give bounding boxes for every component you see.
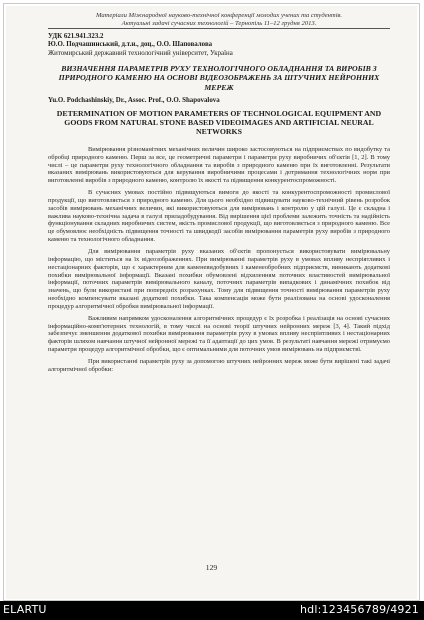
handle-identifier: hdl:123456789/4921 xyxy=(299,603,419,616)
header-rule xyxy=(48,28,390,29)
footer-bar xyxy=(0,601,424,620)
title-english: DETERMINATION OF MOTION PARAMETERS OF TECHNOLOGICAL EQUIPMENT AND GOODS FROM NATURAL STONE BASED VIDEOIMAGES AND ARTIFICIAL NEURAL NETWORKS xyxy=(56,108,382,137)
paragraph: Вимірювання різноманітних механічних величин широко застосовуються на підприємствах по видобутку та обробці природного каменю. Перш за все, це геометричні параметри і параметри руху виробничих об'єктів [1, 2]. В тому числі – це параметри руху технологічного обладнання та виробів з природного каменю при їх виготовленні. Результати вказаних вимірювань використовуються для керування виробничими процесами і дотримання технологічних норм при виготовленні виробів з природного каменю, контролю їх якості та підвищення конкурентоспроможності. xyxy=(48,145,390,185)
paragraph: Для вимірювання параметрів руху вказаних об'єктів пропонується використовувати вимірювальну інформацію, що міститься на їх відеозображеннях. При вимірюванні параметрів руху в умовах впливу неспріятливих і нестаціонарних факторів, що є характерним для каменевидобувних і каменеобробних підприємств, виникають додаткові похибки вимірювальної інформації. Вказані похибки обумовлені відхиленням поточних властивостей вимірювальної інформації, поточних параметрів вимірювального каналу, поточних параметрів випадкових і динамічних похибок від значень, що були використані при попередніх розрахунках. Тому для підвищення точності вимірювання параметрів руху необхідно компенсувати вказані додаткові похибки. Така компенсація може бути реалізована на основі удосконалення процедур алгоритмічної обробки вимірювальної інформації. xyxy=(48,247,390,310)
paragraph: В сучасних умовах постійно підвищуються вимоги до якості та конкурентоспроможності промислової продукції, що виготовляється з природного каменю. Для цього необхідно підвищувати науково-технічний рівень розробок засобів вимірювань механічних величин, які використовуються для вимірювань і контролю у цій галузі. Це є складна і важлива науково-технічна задача в галузі приладобудування. Від вирішення цієї проблеми залежить точність та надійність функціонування складних виробничих систем, якість промислової продукції, що виготовляється з природного каменю. Все це обумовлює необхідність підвищення точності та швидкодії засобів вимірювання параметрів руху виробів з природного каменю та технологічного обладнання. xyxy=(48,189,390,244)
document-page xyxy=(6,6,417,599)
affiliation: Житомирський державний технологічний університет, Україна xyxy=(48,49,233,57)
page-content xyxy=(48,12,390,378)
paragraph: При використанні параметрів руху за допомогою штучних нейронних мереж може бути вирішені такі задачі алгоритмічної обробки: xyxy=(48,357,390,373)
authors-ukrainian: Ю.О. Подчашинський, д.т.н., доц., О.О. Шаповалова xyxy=(48,41,213,49)
page-number: 129 xyxy=(205,563,218,572)
authors-english: Yu.O. Podchashinskiy, Dr., Assoc. Prof., O.O. Shapovalova xyxy=(48,97,220,105)
article-body xyxy=(48,146,390,374)
udc-code: УДК 621.941.323.2 xyxy=(48,32,104,40)
running-header-line-1: Матеріали Міжнародної науково-технічної конференції молодих учених та студентів. xyxy=(95,12,343,19)
paragraph: Важливим напрямком удосконалення алгоритмічних процедур є їх розробка і реалізація на основі сучасних інформаційно-комп'ютерних технологій, в тому числі на основі теорії штучних нейронних мереж [3, 4]. Такий підхід забезпечує зменшення додаткової похибки вимірювання параметрів руху в умовах впливу неспріятливих і нестаціонарних факторів шляхом навчання штучної нейронної мережі та її адаптації до цих умов. В результаті навчання мережі отримуємо параметри процедур алгоритмічної обробки, що є оптимальними для поточних умов вимірювань на підприємстві. xyxy=(48,314,390,354)
title-ukrainian: ВИЗНАЧЕННЯ ПАРАМЕТРІВ РУХУ ТЕХНОЛОГІЧНОГО ОБЛАДНАННЯ ТА ВИРОБІВ З ПРИРОДНОГО КАМЕНЮ НА ОСНОВІ ВІДЕОЗОБРАЖЕНЬ ЗА ШТУЧНИХ НЕЙРОННИХ МЕРЕЖ xyxy=(58,64,380,92)
repository-name: ELARTU xyxy=(3,603,47,616)
running-header-line-2: Актуальні задачі сучасних технологій – Тернопіль 11–12 грудня 2013. xyxy=(121,19,317,27)
